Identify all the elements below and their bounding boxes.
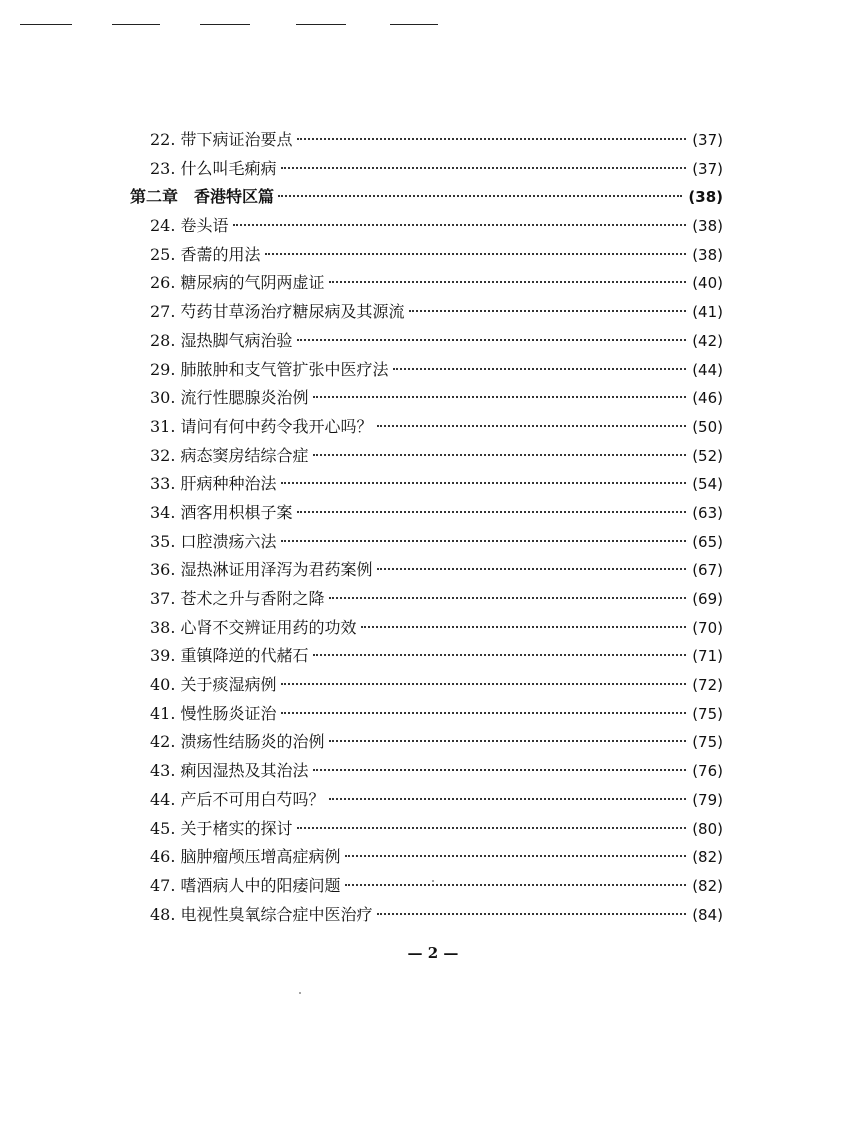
toc-page-number: (63) — [692, 503, 723, 522]
toc-entry-title: 28. 湿热脚气病治验 — [150, 330, 293, 350]
toc-entry — [130, 901, 723, 930]
toc-entry-title: 34. 酒客用枳椇子案 — [150, 502, 293, 522]
dot-leader — [377, 913, 687, 915]
toc-entry-title: 24. 卷头语 — [150, 216, 229, 236]
dot-leader — [313, 454, 687, 456]
toc-entry — [130, 499, 723, 528]
toc-entry-title: 47. 嗜酒病人中的阳痿问题 — [150, 875, 341, 895]
toc-page-number: (71) — [692, 647, 723, 666]
dot-leader — [329, 597, 687, 599]
dot-leader — [345, 855, 687, 857]
toc-page-number: (67) — [692, 561, 723, 580]
toc-entry — [130, 843, 723, 872]
toc-page-number: (82) — [692, 848, 723, 867]
toc-entry — [130, 728, 723, 757]
toc-entry-title: 30. 流行性腮腺炎治例 — [150, 388, 309, 408]
toc-entry — [130, 585, 723, 614]
toc-entry-title: 37. 苍术之升与香附之降 — [150, 589, 325, 608]
dot-leader — [297, 827, 687, 829]
toc-entry — [130, 327, 723, 356]
toc-entry-title: 46. 脑肿瘤颅压增高症病例 — [150, 847, 341, 867]
toc-entry — [130, 298, 723, 327]
toc-page-number: (38) — [692, 245, 723, 264]
dot-leader — [313, 654, 687, 656]
toc-entry-title: 42. 溃疡性结肠炎的治例 — [150, 732, 325, 752]
toc-page-number: (37) — [692, 131, 723, 149]
toc-page-number: (46) — [692, 389, 723, 408]
toc-entry — [130, 212, 723, 241]
toc-entry-title: 25. 香薷的用法 — [150, 244, 261, 264]
toc-page-number: (42) — [692, 331, 723, 350]
toc-page-number: (44) — [692, 360, 723, 379]
scan-speck — [299, 992, 301, 994]
toc-page-number: (54) — [692, 475, 723, 494]
toc-entry-title: 40. 关于痰湿病例 — [150, 675, 277, 695]
toc-entry-title: 33. 肝病种种治法 — [150, 474, 277, 494]
toc-entry — [130, 556, 723, 585]
toc-entry-title: 44. 产后不可用白芍吗？ — [150, 789, 325, 809]
dot-leader — [297, 339, 687, 341]
dot-leader — [329, 281, 687, 283]
toc-entry-title: 31. 请问有何中药令我开心吗？ — [150, 416, 373, 436]
dot-leader — [281, 167, 687, 169]
toc-entry-title: 45. 关于楮实的探讨 — [150, 818, 293, 838]
toc-page-number: (40) — [692, 274, 723, 293]
toc-page-number: (76) — [692, 762, 723, 781]
dot-leader — [393, 368, 687, 370]
toc-entry — [130, 241, 723, 270]
header-rule — [112, 24, 160, 25]
toc-page-number: (70) — [692, 618, 723, 637]
dot-leader — [329, 740, 687, 742]
toc-entry — [130, 757, 723, 786]
header-rule — [390, 24, 438, 25]
toc-entry-title: 41. 慢性肠炎证治 — [150, 703, 277, 723]
toc-entry-title: 29. 肺脓肿和支气管扩张中医疗法 — [150, 359, 389, 379]
toc-entry — [130, 155, 723, 184]
dot-leader — [345, 884, 687, 886]
toc-entry-title: 22. 带下病证治要点 — [150, 130, 293, 149]
toc-entry — [130, 470, 723, 499]
toc-page-number: (82) — [692, 876, 723, 895]
header-rule — [296, 24, 346, 25]
dot-leader — [278, 195, 682, 197]
toc-page-number: (52) — [692, 446, 723, 465]
toc-entry-title: 43. 痢因湿热及其治法 — [150, 761, 309, 781]
toc-entry — [130, 384, 723, 413]
toc-entry — [130, 413, 723, 442]
scan-speck — [432, 880, 434, 882]
toc-entry-title: 39. 重镇降逆的代赭石 — [150, 646, 309, 666]
dot-leader — [281, 712, 687, 714]
toc-entry — [130, 126, 723, 155]
dot-leader — [281, 540, 687, 542]
toc-entry-title: 27. 芍药甘草汤治疗糖尿病及其源流 — [150, 302, 405, 322]
dot-leader — [377, 568, 687, 570]
toc-page-number: (38) — [692, 217, 723, 236]
toc-entry-title: 48. 电视性臭氧综合症中医治疗 — [150, 904, 373, 924]
toc-page-number: (69) — [692, 590, 723, 608]
dot-leader — [233, 224, 687, 226]
toc-entry-title: 38. 心肾不交辨证用药的功效 — [150, 617, 357, 637]
toc-entry — [130, 528, 723, 557]
toc-page-number: (79) — [692, 790, 723, 809]
toc-page-number: (38) — [688, 188, 723, 207]
toc-entry — [130, 815, 723, 844]
dot-leader — [409, 310, 687, 312]
dot-leader — [361, 626, 687, 628]
toc-entry-title: 32. 病态窦房结综合症 — [150, 445, 309, 465]
toc-entry — [130, 872, 723, 901]
dot-leader — [297, 138, 687, 140]
dot-leader — [281, 482, 687, 484]
toc-page-number: (37) — [692, 159, 723, 178]
toc-entry — [130, 269, 723, 298]
table-of-contents — [130, 126, 723, 929]
dot-leader — [329, 798, 687, 800]
header-rule — [20, 24, 72, 25]
dot-leader — [297, 511, 687, 513]
dot-leader — [281, 683, 687, 685]
toc-entry — [130, 642, 723, 671]
toc-entry — [130, 614, 723, 643]
toc-page-number: (75) — [692, 704, 723, 723]
toc-page-number: (84) — [692, 905, 723, 924]
dot-leader — [313, 769, 687, 771]
toc-page-number: (80) — [692, 819, 723, 838]
toc-chapter-heading — [130, 183, 723, 212]
toc-page-number: (41) — [692, 303, 723, 322]
page-number: — 2 — — [407, 944, 459, 962]
toc-entry — [130, 356, 723, 385]
toc-page-number: (50) — [692, 417, 723, 436]
toc-entry-title: 第二章 香港特区篇 — [130, 187, 275, 207]
dot-leader — [313, 396, 687, 398]
toc-entry-title: 36. 湿热淋证用泽泻为君药案例 — [150, 560, 373, 580]
header-rule — [200, 24, 250, 25]
toc-entry-title: 35. 口腔溃疡六法 — [150, 531, 277, 551]
toc-entry-title: 23. 什么叫毛痢病 — [150, 158, 277, 178]
toc-entry — [130, 786, 723, 815]
toc-entry — [130, 671, 723, 700]
dot-leader — [265, 253, 687, 255]
toc-page-number: (65) — [692, 532, 723, 551]
toc-page-number: (75) — [692, 733, 723, 752]
toc-page-number: (72) — [692, 676, 723, 695]
dot-leader — [377, 425, 687, 427]
toc-entry-title: 26. 糖尿病的气阴两虚证 — [150, 273, 325, 293]
toc-entry — [130, 700, 723, 729]
toc-entry — [130, 442, 723, 471]
